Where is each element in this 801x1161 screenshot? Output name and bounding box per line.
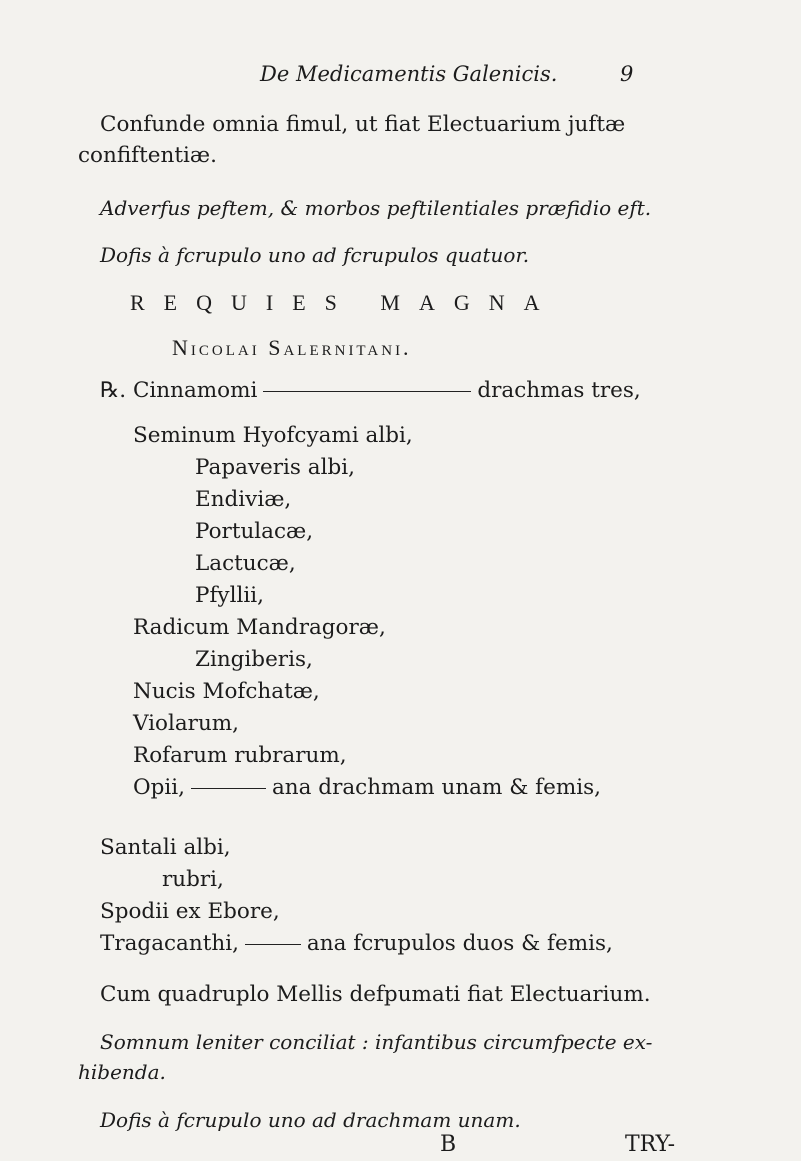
ingredient-line: rubri, [162, 867, 224, 892]
leader-rule [245, 944, 301, 945]
recipe-title: REQUIES MAGNA [130, 290, 559, 315]
recipe-usage-line-2: hibenda. [78, 1060, 166, 1084]
ingredient-line: Nucis Mofchatæ, [133, 679, 320, 704]
leader-rule [263, 391, 471, 392]
closing-instruction: Cum quadruplo Mellis defpumati fiat Electuarium. [100, 982, 651, 1007]
page-number: 9 [620, 62, 634, 86]
ingredient-line: Zingiberis, [195, 647, 313, 672]
signature-mark: B [440, 1132, 457, 1157]
quantity-cinnamomi: drachmas tres, [477, 378, 641, 403]
group1-quantity-line [133, 775, 601, 800]
recipe-author: Nicolai Salernitani. [172, 335, 412, 360]
ingredient-line: Papaveris albi, [195, 455, 355, 480]
ingredient-line: Pfyllii, [195, 583, 264, 608]
ingredient-line: Lactucæ, [195, 551, 296, 576]
ingredient-line: Rofarum rubrarum, [133, 743, 347, 768]
ingredient-line: Portulacæ, [195, 519, 314, 544]
ingredient-cinnamomi: Cinnamomi [132, 378, 258, 403]
rx-symbol: ℞. [100, 378, 127, 403]
group1-quantity: ana drachmam unam & femis, [271, 775, 601, 800]
running-title: De Medicamentis Galenicis. [260, 62, 558, 86]
group2-quantity-line [100, 931, 613, 956]
ingredient-line: Radicum Mandragoræ, [133, 615, 386, 640]
group2-quantity: ana fcrupulos duos & femis, [306, 931, 613, 956]
ingredient-tragacanthi: Tragacanthi, [100, 931, 239, 956]
ingredient-line: Spodii ex Ebore, [100, 899, 280, 924]
intro-line-1: Confunde omnia fimul, ut fiat Electuarium juftæ [100, 112, 626, 137]
intro-dose: Dofis à fcrupulo uno ad fcrupulos quatuor. [100, 243, 530, 267]
recipe-usage-line-1: Somnum leniter conciliat : infantibus circumfpecte ex- [100, 1030, 653, 1054]
ingredient-line: Endiviæ, [195, 487, 292, 512]
ingredient-line: Santali albi, [100, 835, 231, 860]
intro-line-2: confiftentiæ. [78, 143, 217, 168]
first-ingredient-line [100, 378, 641, 403]
leader-rule [191, 788, 266, 789]
catchword: TRY- [625, 1132, 676, 1157]
ingredient-line: Seminum Hyofcyami albi, [133, 423, 413, 448]
intro-usage: Adverfus peftem, & morbos peftilentiales præfidio eft. [100, 196, 652, 220]
ingredient-opii: Opii, [133, 775, 185, 800]
recipe-dose: Dofis à fcrupulo uno ad drachmam unam. [100, 1108, 521, 1132]
ingredient-line: Violarum, [133, 711, 240, 736]
